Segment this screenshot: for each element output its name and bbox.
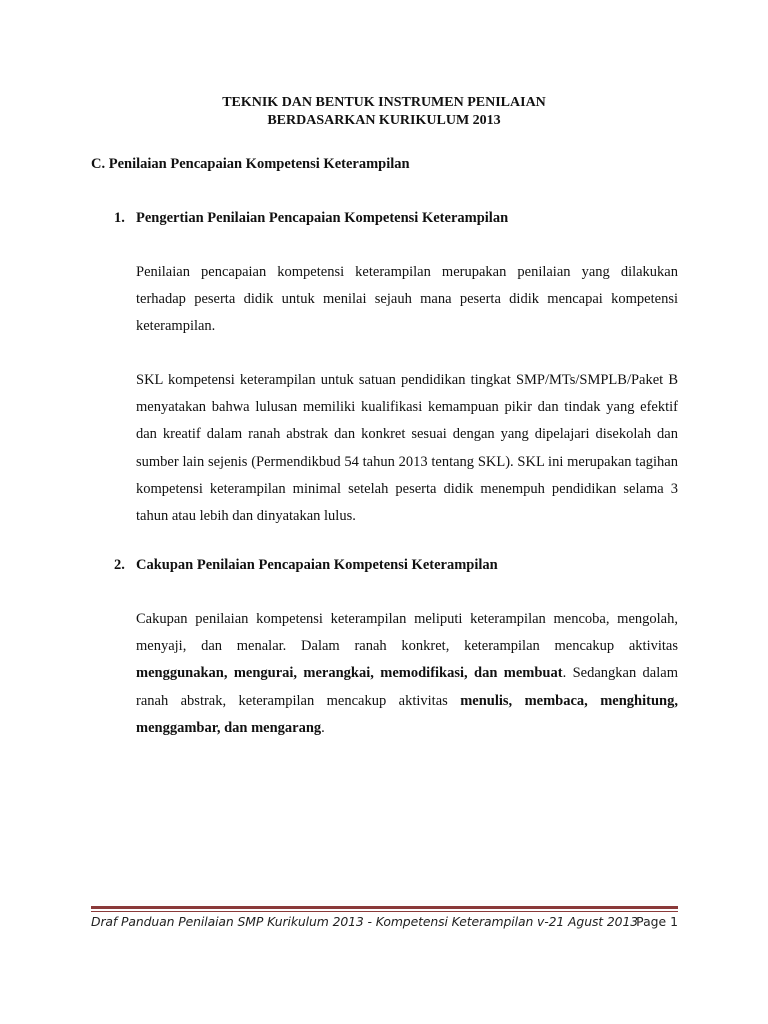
subsection-number: 2. <box>114 557 125 573</box>
document-title-line-1: TEKNIK DAN BENTUK INSTRUMEN PENILAIAN <box>222 95 546 110</box>
document-title-line-2: BERDASARKAN KURIKULUM 2013 <box>267 113 501 128</box>
paragraph-text: . Sedangkan dalam ranah abstrak, keterampilan mencakup aktivitas <box>136 665 678 709</box>
footer-divider-thick <box>91 906 678 909</box>
footer-document-info: Draf Panduan Penilaian SMP Kurikulum 2013 - Kompetensi Keterampilan v-21 Agust 2013 <box>91 914 639 929</box>
footer-divider-thin <box>91 911 678 912</box>
paragraph-text: Cakupan penilaian kompetensi keterampilan meliputi keterampilan mencoba, mengolah, menyaji, dan menalar. Dalam ranah konkret, keterampilan mencakup aktivitas <box>136 611 678 655</box>
subsection-heading-1 <box>114 210 508 227</box>
paragraph-skl: SKL kompetensi keterampilan untuk satuan pendidikan tingkat SMP/MTs/SMPLB/Paket B menyatakan bahwa lulusan memiliki kualifikasi kemampuan pikir dan tindak yang efektif dan kreatif dalam ranah abstrak dan konkret sesuai dengan yang dipelajari disekolah dan sumber lain sejenis (Permendikbud 54 tahun 2013 tentang SKL). SKL ini merupakan tagihan kompetensi keterampilan minimal setelah peserta didik menempuh pendidikan selama 3 tahun atau lebih dan dinyatakan lulus. <box>136 372 678 525</box>
subsection-heading-text: Cakupan Penilaian Pencapaian Kompetensi Keterampilan <box>136 557 498 573</box>
footer-page-number: Page 1 <box>636 914 678 929</box>
bold-text-concrete-activities: menggunakan, mengurai, merangkai, memodifikasi, dan membuat <box>136 665 563 682</box>
paragraph-definition: Penilaian pencapaian kompetensi keterampilan merupakan penilaian yang dilakukan terhadap peserta didik untuk menilai sejauh mana peserta didik mencapai kompetensi keterampilan. <box>136 264 678 335</box>
subsection-number: 1. <box>114 210 125 226</box>
paragraph-scope <box>136 606 678 742</box>
subsection-heading-text: Pengertian Penilaian Pencapaian Kompetensi Keterampilan <box>136 210 509 226</box>
section-heading: C. Penilaian Pencapaian Kompetensi Keterampilan <box>91 156 410 172</box>
subsection-heading-2 <box>114 557 498 574</box>
paragraph-text: . <box>321 719 325 736</box>
bold-text-abstract-activities: menulis, membaca, menghitung, menggambar, dan mengarang <box>136 692 678 736</box>
